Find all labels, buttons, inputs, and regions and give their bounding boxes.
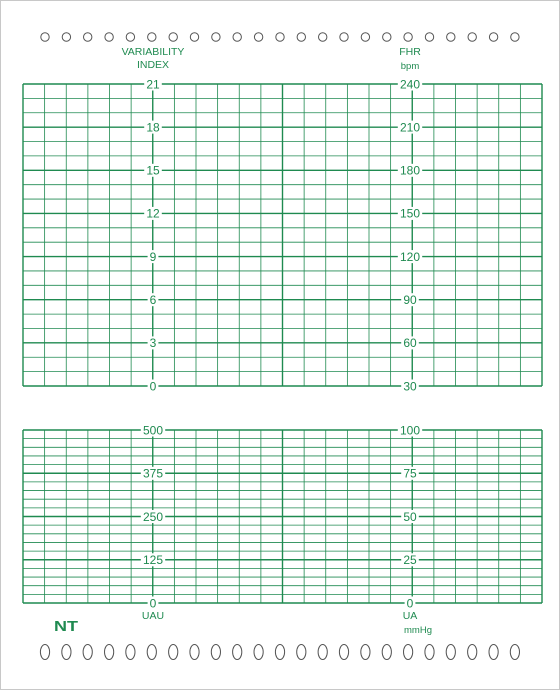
variability-index-header-line2: INDEX: [136, 59, 170, 71]
variability-index-tick-label: 18: [146, 120, 160, 135]
variability-index-tick-label: 21: [146, 77, 160, 92]
uau-tick-label: 0: [149, 596, 157, 611]
uau-tick-label: 500: [142, 423, 164, 438]
fhr-tick-label: 60: [403, 336, 417, 351]
paper-border: [1, 1, 560, 690]
fhr-tick-label: 120: [399, 249, 421, 264]
fhr-tick-label: 240: [399, 77, 421, 92]
ua-tick-label: 50: [403, 509, 417, 524]
uau-tick-label: 375: [142, 466, 164, 481]
variability-index-tick-label: 15: [146, 163, 160, 178]
ua-label: UA: [402, 610, 418, 622]
variability-index-header-line1: VARIABILITY: [121, 46, 185, 58]
variability-index-tick-label: 3: [149, 336, 157, 351]
fhr-tick-label: 180: [399, 163, 421, 178]
variability-index-tick-label: 6: [149, 293, 157, 307]
ua-tick-label: 25: [403, 553, 417, 567]
ua-tick-label: 75: [403, 466, 417, 481]
fhr-tick-label: 30: [403, 379, 417, 394]
variability-index-tick-label: 12: [146, 206, 160, 221]
uau-tick-label: 125: [142, 553, 164, 567]
fhr-unit: bpm: [400, 61, 420, 72]
ua-unit: mmHg: [404, 625, 432, 636]
variability-index-tick-label: 9: [149, 249, 157, 264]
ua-grid: [23, 430, 542, 603]
fhr-tick-label: 210: [399, 120, 421, 135]
fhr-tick-label: 90: [403, 293, 417, 307]
fhr-header: FHR: [399, 46, 421, 58]
ua-tick-label: 0: [406, 596, 414, 611]
ua-tick-label: 100: [399, 423, 421, 438]
fhr-tick-label: 150: [399, 206, 421, 221]
uau-tick-label: 250: [142, 509, 164, 524]
variability-index-tick-label: 0: [149, 379, 157, 394]
uau-label: UAU: [141, 610, 165, 622]
manufacturer-logo: NT: [54, 618, 78, 635]
